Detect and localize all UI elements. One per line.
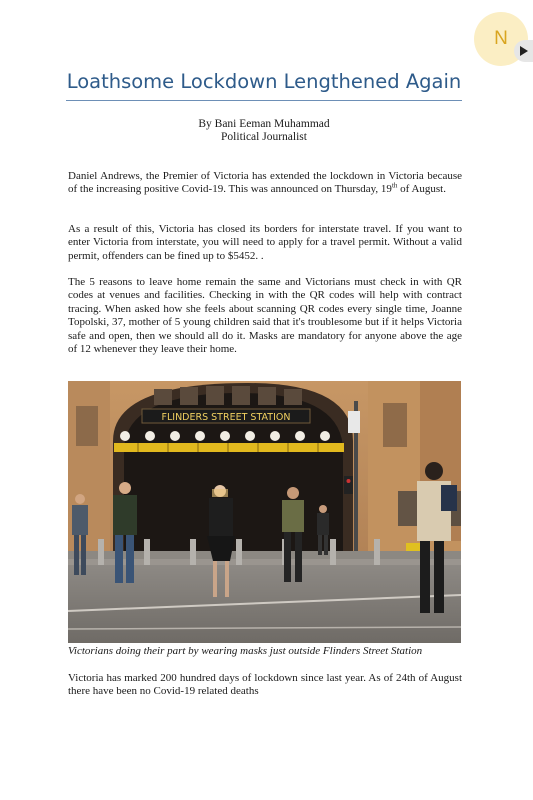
paragraph-2: As a result of this, Victoria has closed its borders for interstate travel. If you want to enter Victoria from interstate, you will need to apply for a travel permit. Without a valid permit, offenders can be fined up to $5452. .	[68, 223, 462, 262]
paragraph-1	[68, 170, 462, 197]
play-button[interactable]	[514, 40, 533, 62]
article-title: Loathsome Lockdown Lengthened Again	[66, 70, 462, 93]
author-role: Political Journalist	[221, 131, 307, 143]
byline	[66, 118, 462, 144]
paragraph-4: Victoria has marked 200 hundred days of lockdown since last year. As of 24th of August there have been no Covid-19 related deaths	[68, 672, 462, 698]
p1-text-end: of August.	[397, 183, 446, 196]
p1-superscript: th	[391, 181, 398, 190]
p1-text: Daniel Andrews, the Premier of Victoria has extended the lockdown in Victoria because of the increasing positive Covid-19. This was announced on Thursday, 19	[68, 170, 462, 196]
author-name: By Bani Eeman Muhammad	[198, 118, 330, 130]
photo-caption: Victorians doing their part by wearing masks just outside Flinders Street Station	[68, 645, 423, 657]
title-divider	[66, 100, 462, 101]
station-sign-text: FLINDERS STREET STATION	[161, 412, 291, 423]
flinders-street-station-photo	[68, 381, 461, 643]
paragraph-3: The 5 reasons to leave home remain the same and Victorians must check in with QR codes at venues and facilities. Checking in with the QR codes will help with contract tracing. When asked how she feels about scanning QR codes every single time, Joanne Topolski, 37, mother of 5 young children said that it's troublesome but if it helps Victoria safe and open, then we should all do it. Masks are mandatory for anyone above the age of 12 whenever they leave their home.	[68, 276, 462, 356]
play-arrow-icon	[519, 46, 528, 56]
avatar-letter: N	[494, 28, 508, 49]
